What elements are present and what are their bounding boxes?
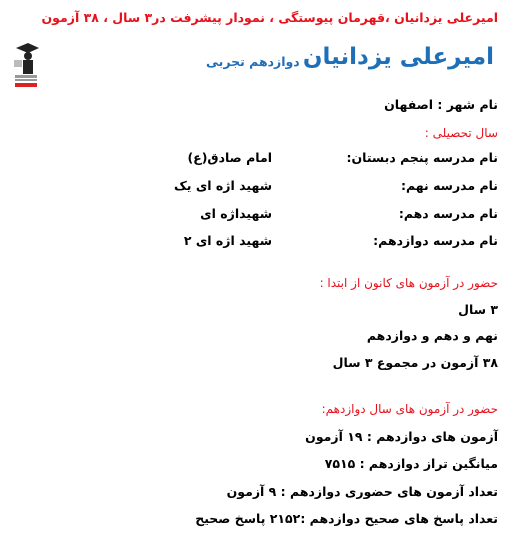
school-row [10, 150, 498, 168]
school-label: نام مدرسه دهم: [398, 206, 498, 221]
attendance-line: ۳ سال [458, 302, 498, 317]
school-value: شهید اژه ای ۲ [183, 233, 272, 248]
graduate-logo [12, 42, 40, 88]
school-value: شهیداژه ای [200, 206, 272, 221]
attendance-title: حضور در آزمون های کانون از ابتدا : [319, 276, 498, 290]
grade12-line: تعداد پاسخ های صحیح دوازدهم :۲۱۵۲ پاسخ صحیح [195, 511, 498, 526]
student-name: امیرعلی یزدانیان [302, 44, 494, 70]
attendance-line: ۳۸ آزمون در مجموع ۳ سال [332, 355, 498, 370]
school-row [10, 233, 498, 251]
grade12-line: میانگین تراز دوازدهم : ۷۵۱۵ [324, 456, 498, 471]
attendance-line: نهم و دهم و دوازدهم [366, 328, 498, 343]
grade12-title: حضور در آزمون های سال دوازدهم: [321, 402, 498, 416]
school-value: شهید اژه ای یک [173, 178, 272, 193]
school-row [10, 178, 498, 196]
grade-label: دوازدهم تجربی [206, 54, 300, 69]
school-label: نام مدرسه دوازدهم: [373, 233, 498, 248]
school-label: نام مدرسه پنجم دبستان: [346, 150, 498, 165]
school-row [10, 206, 498, 224]
grade12-line: آزمون های دوازدهم : ۱۹ آزمون [305, 429, 498, 444]
city: نام شهر : اصفهان [384, 97, 498, 112]
school-label: نام مدرسه نهم: [400, 178, 498, 193]
school-value: امام صادق(ع) [187, 150, 272, 165]
grade12-line: تعداد آزمون های حضوری دوازدهم : ۹ آزمون [226, 484, 498, 499]
education-title: سال تحصیلی : [424, 126, 498, 140]
headline: امیرعلی یزدانیان ،قهرمان پیوستگی ، نمودار پیشرفت در۳ سال ، ۳۸ آزمون [41, 10, 498, 25]
